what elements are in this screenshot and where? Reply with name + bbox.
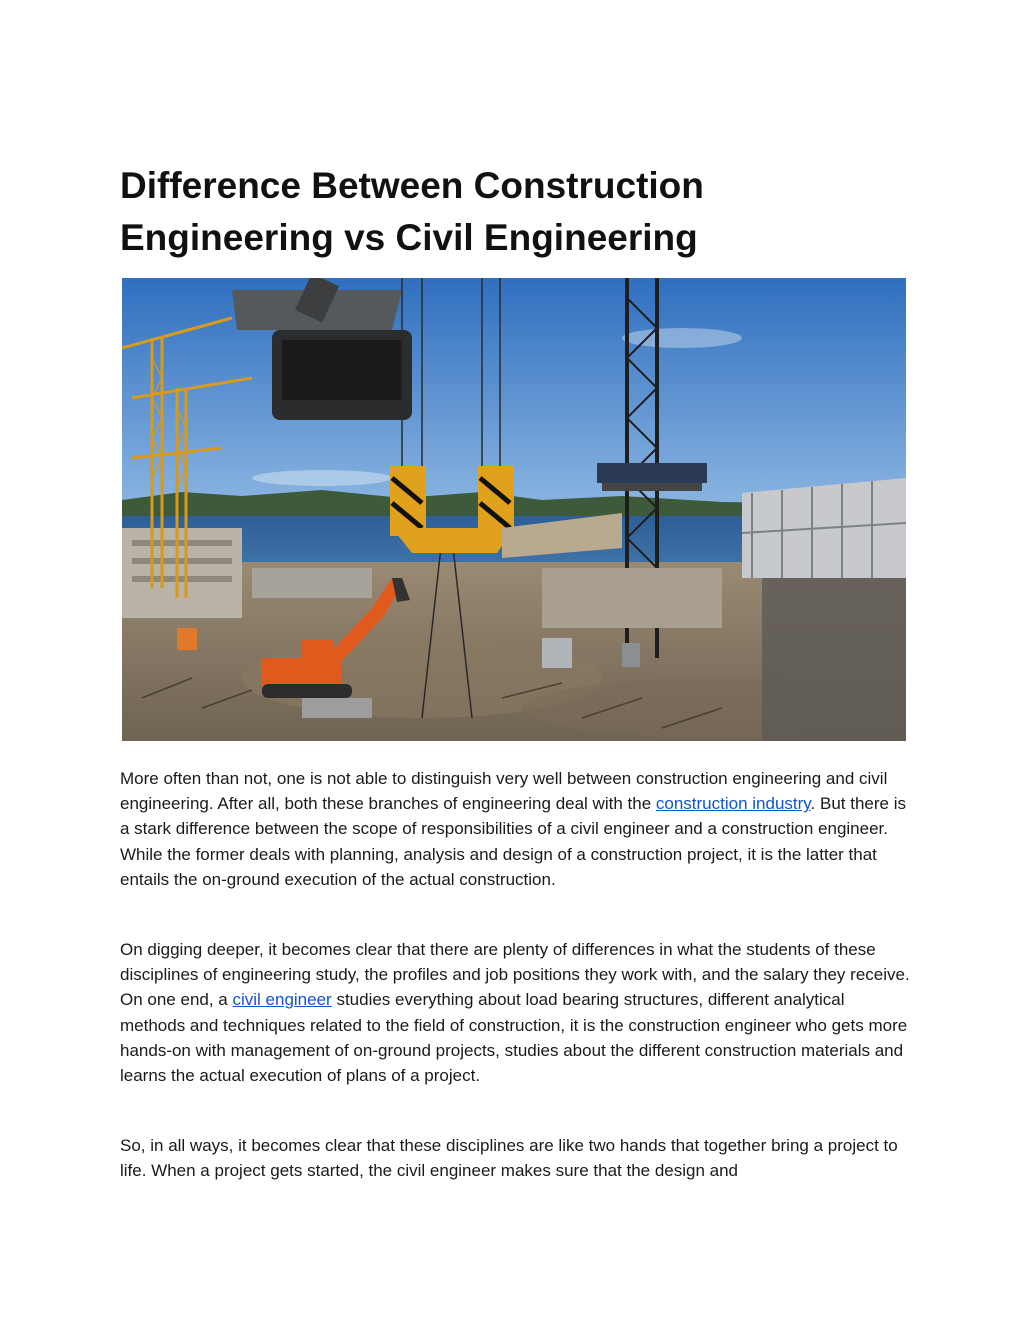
paragraph-2-text-b: studies everything about load bearing structures, different analytical methods and techniques related to the field of construction, it is the construction engineer who gets more hands-on with management of on-ground projects, studies about the different construction materials and learns the actual execution of plans of a project. — [120, 990, 908, 1086]
construction-site-photo — [122, 278, 906, 741]
article-title: Difference Between Construction Engineering vs Civil Engineering — [120, 165, 704, 258]
paragraph-1-text-a: More often than not, one is not able to distinguish very well between construction engineering and civil engineering. After all, both these branches of engineering deal with the — [120, 769, 888, 814]
paragraph-2 — [120, 937, 910, 1088]
construction-industry-link[interactable]: construction industry — [655, 794, 811, 814]
paragraph-2-text-a: On digging deeper, it becomes clear that there are plenty of differences in what the students of these disciplines of engineering study, the profiles and job positions they work with, and the salary they receive. On one end, a — [120, 940, 910, 1010]
paragraph-1 — [120, 766, 910, 892]
paragraph-3-text: So, in all ways, it becomes clear that these disciplines are like two hands that together bring a project to life. When a project gets started, the civil engineer makes sure that the design and — [120, 1136, 898, 1181]
paragraph-3 — [120, 1133, 910, 1183]
paragraph-1-text-b: . But there is a stark difference between the scope of responsibilities of a civil engineer and a construction engineer. While the former deals with planning, analysis and design of a construction project, it is the latter that entails the on-ground execution of the actual construction. — [120, 794, 906, 889]
civil-engineer-link[interactable]: civil engineer — [232, 990, 332, 1010]
